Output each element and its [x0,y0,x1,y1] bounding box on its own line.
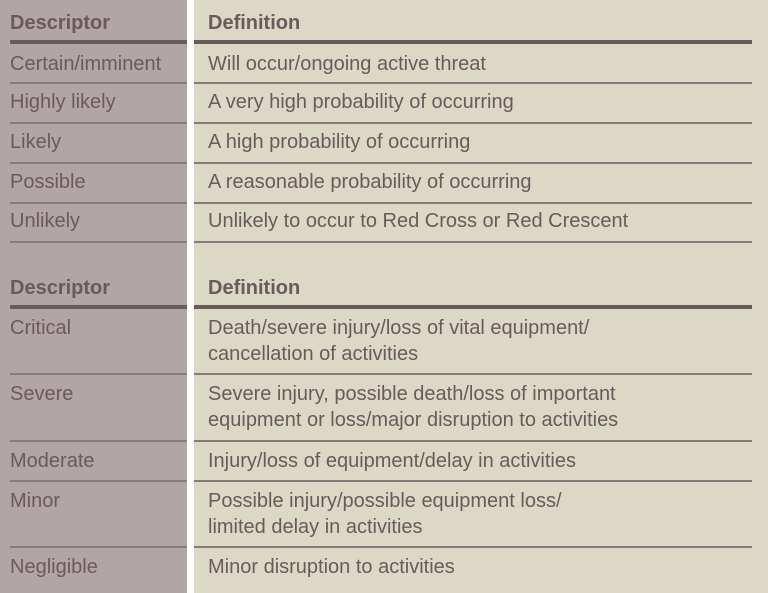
descriptor-text: Possible [10,171,86,193]
definition-header: Definition [208,277,301,299]
descriptor-text: Certain/imminent [10,53,162,75]
descriptor-text: Minor [10,490,61,512]
table-row [0,313,768,375]
descriptor-text: Severe [10,383,74,405]
table-row [0,48,768,84]
descriptor-cell [10,377,187,442]
descriptor-cell [10,166,187,204]
definition-text-line-1: Possible injury/possible equipment loss/ [208,490,562,512]
table-header-row [0,266,768,309]
descriptor-cell [10,550,187,593]
definition-cell [194,313,752,375]
definition-text-line-2: equipment or loss/major disruption to activities [208,409,619,431]
definition-header-cell [194,266,752,309]
definition-text: Minor disruption to activities [208,556,455,578]
table-header-row [0,0,768,44]
definition-cell [194,126,752,164]
table-row [0,86,768,124]
descriptor-header: Descriptor [10,277,111,299]
definition-cell [194,166,752,204]
definition-text: Will occur/ongoing active threat [208,53,486,75]
descriptor-cell [10,86,187,124]
definition-text-line-2: cancellation of activities [208,343,419,365]
table-row [0,550,768,593]
definition-text: Unlikely to occur to Red Cross or Red Crescent [208,210,629,232]
definition-text-line-2: limited delay in activities [208,516,423,538]
table-row [0,206,768,243]
descriptor-cell [10,48,187,84]
definition-cell [194,206,752,243]
descriptor-text: Critical [10,317,72,339]
descriptor-header-cell [10,0,187,44]
definition-cell [194,86,752,124]
definition-text-line-1: Death/severe injury/loss of vital equipment/ [208,317,590,339]
descriptor-cell [10,313,187,375]
descriptor-text: Negligible [10,556,98,578]
definition-text: A high probability of occurring [208,131,471,153]
descriptor-cell [10,206,187,243]
descriptor-text: Unlikely [10,210,81,232]
definition-header: Definition [208,12,301,34]
descriptor-text: Moderate [10,450,95,472]
descriptor-header: Descriptor [10,12,111,34]
descriptor-header-cell [10,266,187,309]
table-row [0,166,768,204]
definition-cell [194,48,752,84]
table-row [0,126,768,164]
definition-text: Injury/loss of equipment/delay in activities [208,450,576,472]
definition-cell [194,550,752,593]
definition-cell [194,444,752,482]
definition-text: A very high probability of occurring [208,91,514,113]
table-row [0,377,768,442]
definition-header-cell [194,0,752,44]
definition-cell [194,377,752,442]
table-row [0,484,768,548]
descriptor-text: Highly likely [10,91,116,113]
definition-text-line-1: Severe injury, possible death/loss of important [208,383,616,405]
descriptor-cell [10,126,187,164]
table-row [0,444,768,482]
descriptor-cell [10,484,187,548]
descriptor-text: Likely [10,131,62,153]
definition-cell [194,484,752,548]
descriptor-cell [10,444,187,482]
definition-text: A reasonable probability of occurring [208,171,532,193]
